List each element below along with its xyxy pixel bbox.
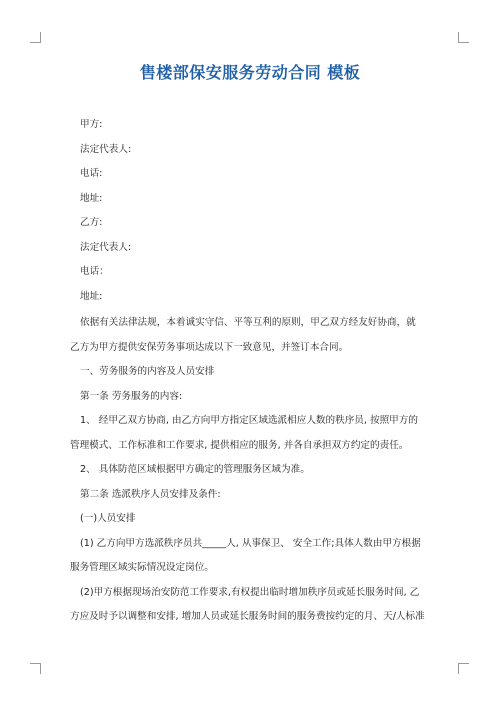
intro-line-1: 依据有关法律法规，本着诚实守信、平等互利的原则，甲乙双方经友好协商，就 xyxy=(80,317,416,328)
section1-heading: 一、劳务服务的内容及人员安排 xyxy=(80,366,215,377)
item2: 2、 具体防范区域根据甲方确定的管理服务区域为准。 xyxy=(80,464,310,475)
sub1-p1-line-1: (1) 乙方向甲方选派秩序员共_____人, 从事保卫、 安全工作;具体人数由甲方根据 xyxy=(80,537,421,549)
party-b-label: 乙方: xyxy=(80,217,103,228)
document-body xyxy=(70,113,440,630)
party-b-rep-label: 法定代表人: xyxy=(80,241,132,253)
crop-mark-top-right xyxy=(458,32,469,43)
document-title: 售楼部保安服务劳动合同 模板 xyxy=(139,63,361,82)
item1-line-2: 管理模式、工作标准和工作要求, 提供相应的服务, 并各自承担双方约定的责任。 xyxy=(70,439,409,451)
intro-line-2: 乙方为甲方提供安保劳务事项达成以下一致意见，并签订本合同。 xyxy=(70,341,349,353)
party-b-phone-label: 电话： xyxy=(80,266,109,277)
item1-line-1: 1、 经甲乙双方协商, 由乙方向甲方指定区域选派相应人数的秩序员, 按照甲方的 xyxy=(80,415,418,426)
sub1-p1-line-2: 服务管理区域实际情况设定岗位。 xyxy=(70,562,214,573)
sub1-heading: (一)人员安排 xyxy=(80,513,136,524)
article1-heading: 第一条 劳务服务的内容: xyxy=(80,390,183,402)
sub1-p2-line-1: (2)甲方根据现场治安防范工作要求,有权提出临时增加秩序员或延长服务时间, 乙 xyxy=(80,586,420,598)
crop-mark-bottom-left xyxy=(30,663,41,674)
crop-mark-bottom-right xyxy=(458,663,469,674)
party-b-address-label: 地址: xyxy=(80,290,103,302)
article2-heading: 第二条 选派秩序人员安排及条件: xyxy=(80,488,221,500)
crop-mark-top-left xyxy=(30,32,41,43)
party-a-address-label: 地址: xyxy=(80,192,103,204)
sub1-p2-line-2: 方应及时予以调整和安排, 增加人员或延长服务时间的服务费按约定的月、天/人标准 xyxy=(70,611,425,622)
party-a-label: 甲方: xyxy=(80,119,103,130)
party-a-phone-label: 电话: xyxy=(80,168,103,179)
party-a-rep-label: 法定代表人: xyxy=(80,143,132,155)
